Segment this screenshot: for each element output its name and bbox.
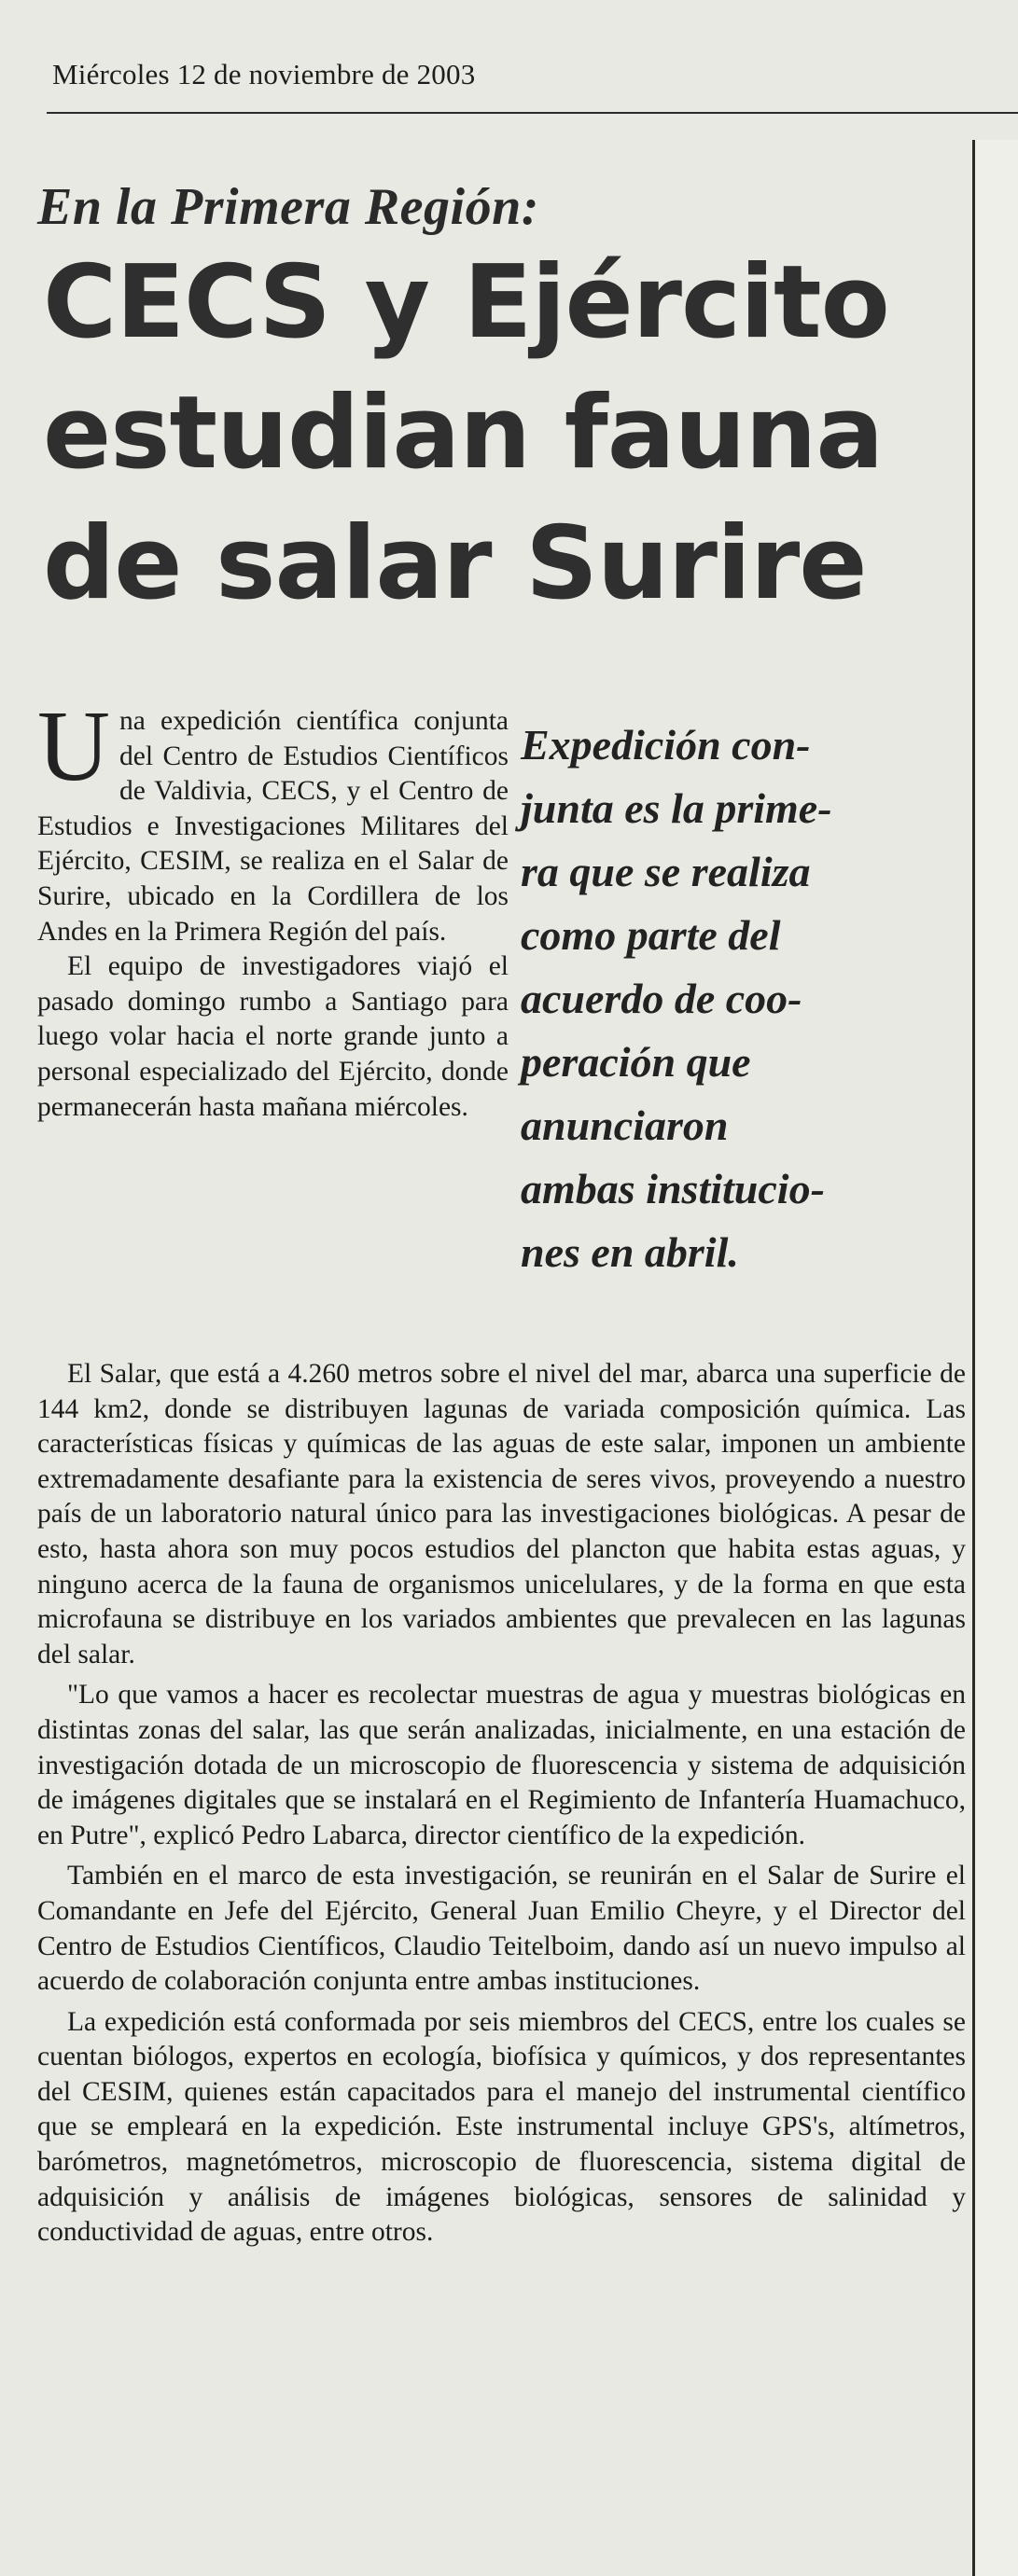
- paragraph-1-text: na expedición científica conjunta del Centro de Estudios Científicos de Valdivia, CECS, y el Centro de Estudios e Investigaciones Militares del Ejército, CESIM, se realiza en el Salar de Surire, ubicado en la Cordillera de los Andes en la Primera Región del país.: [37, 706, 509, 947]
- pull-quote-line: peración que: [521, 1038, 751, 1086]
- headline-line-2: estudian fauna: [43, 375, 884, 492]
- paragraph-4: "Lo que vamos a hacer es recolectar muestras de agua y muestras biológicas en distintas zonas del salar, las que serán analizadas, inicialmente, en una estación de investigación dotada de un microscopio de fluorescencia y sistema de adquisición de imágenes digitales que se instalará en el Regimiento de Infantería Huamachuco, en Putre", explicó Pedro Labarca, director científico de la expedición.: [37, 1680, 966, 1850]
- pull-quote-line: acuerdo de coo-: [521, 975, 802, 1022]
- paragraph-5: También en el marco de esta investigación, se reunirán en el Salar de Surire el Comandante en Jefe del Ejército, General Juan Emilio Cheyre, y el Director del Centro de Estudios Científicos, Claudio Teitelboim, dando así un nuevo impulso al acuerdo de colaboración conjunta entre ambas instituciones.: [37, 1861, 966, 1997]
- headline-line-1: CECS y Ejército: [43, 244, 889, 361]
- paragraph-6: La expedición está conformada por seis miembros del CECS, entre los cuales se cuentan biólogos, expertos en ecología, biofísica y químicos, y dos representantes del CESIM, quienes están capacitados para el manejo del instrumental científico que se empleará en la expedición. Este instrumental incluye GPS's, altímetros, barómetros, magnetómetros, microscopio de fluorescencia, sistema digital de adquisición y análisis de imágenes biológicas, sensores de salinidad y conductividad de aguas, entre otros.: [37, 2006, 966, 2248]
- pull-quote-line: nes en abril.: [521, 1228, 739, 1276]
- pull-quote-line: junta es la prime-: [521, 784, 832, 832]
- article-headline: [43, 238, 967, 630]
- pull-quote-line: ambas institucio-: [521, 1165, 825, 1212]
- pull-quote-line: anunciaron: [521, 1101, 729, 1149]
- article-kicker: En la Primera Región:: [37, 178, 539, 236]
- drop-cap: U: [37, 691, 110, 802]
- body-column: [37, 1357, 966, 2256]
- pull-quote: [521, 713, 931, 1284]
- paragraph-1: [37, 691, 509, 949]
- paragraph-3: El Salar, que está a 4.260 metros sobre el nivel del mar, abarca una superficie de 144 km2, donde se distribuyen lagunas de variada composición química. Las características físicas y químicas de las aguas de este salar, imponen un ambiente extremadamente desafiante para la existencia de seres vivos, proveyendo a nuestro país de un laboratorio natural único para las investigaciones biológicas. A pesar de esto, hasta ahora son muy pocos estudios del plancton que habita estas aguas, y ninguno acerca de la fauna de organismos unicelulares, y de la forma en que esta microfauna se distribuye en los variados ambientes que prevalecen en las lagunas del salar.: [37, 1359, 966, 1669]
- pull-quote-line: Expedición con-: [521, 721, 811, 769]
- pull-quote-line: como parte del: [521, 911, 781, 959]
- headline-line-3: de salar Surire: [43, 506, 867, 622]
- pull-quote-line: ra que se realiza: [521, 848, 811, 895]
- adjacent-column-edge: [972, 140, 1018, 2576]
- publication-date: Miércoles 12 de noviembre de 2003: [52, 58, 476, 90]
- header-rule: [47, 112, 1018, 114]
- paragraph-2: El equipo de investigadores viajó el pasado domingo rumbo a Santiago para luego volar hacia el norte grande junto a personal especializado del Ejército, donde permanecerán hasta mañana miércoles.: [37, 951, 509, 1122]
- lead-column: [37, 691, 509, 1125]
